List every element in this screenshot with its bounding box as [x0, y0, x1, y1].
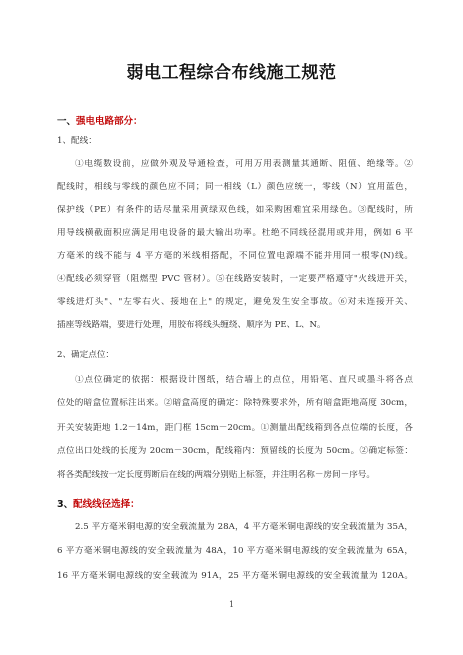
paragraph-line: 开关安装距地 1.2－14m，距门框 15cm－20cm。①测量出配线箱到各点位端的长度，各 [57, 423, 413, 433]
section-title: 强电电路部分： [76, 116, 143, 127]
subsection-heading: 1、配线： [57, 136, 97, 146]
paragraph-line: 点位出口处线的长度为 20cm－30cm，配线箱内：预留线的长度为 50cm。②确定标签： [57, 446, 413, 456]
paragraph-line: 零线进灯头"、"左零右火、接地在上" 的规定，避免发生安全事故。⑥对未连接开关、 [57, 297, 413, 307]
paragraph-line: 插座等线路端，要进行处理，用胶布将线头缠绕、顺序为 PE、L、N。 [57, 320, 326, 330]
page-title: 弱电工程综合布线施工规范 [126, 63, 337, 83]
section-heading-strong-current [57, 113, 143, 127]
paragraph-line: 方毫米的线不能与 4 平方毫的米线相搭配，不同位置电源端不能并用同一根零(N)线。 [57, 251, 413, 261]
paragraph-line: ①电缆数设前，应做外观及导通检查，可用万用表测量其通断、阻值、绝缘等。② [75, 159, 413, 169]
page-number: 1 [228, 600, 235, 609]
subsection-heading: 2、确定点位： [57, 350, 115, 360]
paragraph-line: 将各类配线按一定长度剪断后在线的两端分别贴上标签，并注明名称－房间－序号。 [57, 470, 375, 480]
paragraph-line: 配线时，相线与零线的颜色应不同；同一相线（L）颜色应统一，零线（N）宜用蓝色， [57, 182, 413, 192]
paragraph-line: 6 平方毫米铜电源线的安全载流量为 48A，10 平方毫米铜电源线的安全载流量为 65A， [57, 546, 413, 556]
paragraph-line: 保护线（PE）有条件的话尽量采用黄绿双色线，如采购困难宜采用绿色。③配线时，所 [57, 205, 413, 215]
section-number: 3、 [57, 499, 74, 510]
section-number: 一、 [57, 116, 77, 127]
section-heading-wire-gauge [57, 496, 140, 510]
paragraph-line: 16 平方毫米铜电源线的安全载流为 91A，25 平方毫米铜电源线的安全载流量为 120A。 [57, 571, 413, 581]
paragraph-line: ①点位确定的依据：根据设计图纸，结合墙上的点位，用铅笔、直尺或墨斗将各点 [75, 375, 413, 385]
paragraph-line: ④配线必须穿管（阻燃型 PVC 管材）。⑤在线路安装时，一定要严格遵守"火线进开关， [57, 274, 413, 284]
paragraph-line: 用导线横截面积应满足用电设备的最大输出功率。杜绝不同线径混用或并用，例如 6 平 [57, 228, 413, 238]
paragraph-line: 位处的暗盒位置标注出来。②暗盒高度的确定：除特殊要求外，所有暗盒距地高度 30cm， [57, 398, 413, 408]
paragraph-line: 2.5 平方毫米铜电源的安全载流量为 28A，4 平方毫米铜电源线的安全载流量为 35A， [75, 522, 413, 532]
section-title: 配线线径选择： [73, 499, 140, 510]
